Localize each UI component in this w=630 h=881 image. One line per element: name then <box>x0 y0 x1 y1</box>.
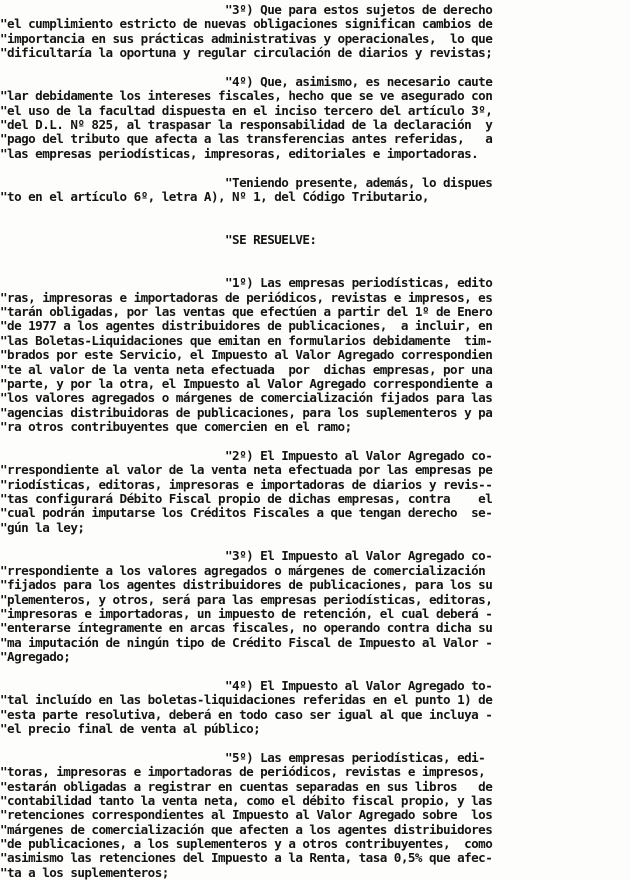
text-line: "del D.L. Nº 825, al traspasar la responsabilidad de la declaración y <box>0 117 493 132</box>
text-line: "las Boletas-Liquidaciones que emitan en formularios debidamente tim- <box>0 332 493 348</box>
text-line: "lar debidamente los intereses fiscales, hecho que se ve asegurado con <box>0 88 493 104</box>
text-line: "to en el artículo 6º, letra A), Nº 1, del Código Tributario, <box>0 188 429 204</box>
text-line: "5º) Las empresas periodísticas, edi- <box>0 749 486 765</box>
text-line: "enterarse íntegramente en arcas fiscales, no operando contra dicha su <box>0 620 493 636</box>
text-line: "el uso de la facultad dispuesta en el inciso tercero del artículo 3º, <box>0 102 493 118</box>
text-line: "3º) El Impuesto al Valor Agregado co- <box>0 548 493 564</box>
text-line: "el cumplimiento estricto de nuevas obligaciones significan cambios de <box>0 16 493 32</box>
text-line: "tal incluído en las boletas-liquidaciones referidas en el punto 1) de <box>0 692 493 708</box>
text-line: "tas configurará Débito Fiscal propio de dichas empresas, contra el <box>0 490 493 506</box>
text-line: "el precio final de venta al público; <box>0 721 261 736</box>
text-line: "Teniendo presente, además, lo dispues <box>0 174 493 190</box>
text-line: "estarán obligadas a registrar en cuentas separadas en sus libros de <box>0 778 493 794</box>
text-line: "esta parte resolutiva, deberá en todo caso ser igual al que incluya - <box>0 706 493 722</box>
text-line: "te al valor de la venta neta efectuada por dichas empresas, por una <box>0 361 493 377</box>
text-line: "márgenes de comercialización que afecten a los agentes distribuidores <box>0 821 493 837</box>
text-line: "toras, impresoras e importadoras de periódicos, revistas e impresos, <box>0 764 486 780</box>
text-line: "4º) Que, asimismo, es necesario caute <box>0 73 493 89</box>
text-line: "contabilidad tanto la venta neta, como el débito fiscal propio, y las <box>0 792 493 808</box>
text-line: "retenciones correspondientes al Impuesto al Valor Agregado sobre los <box>0 807 493 823</box>
text-line: "Agregado; <box>0 649 71 665</box>
text-line: "2º) El Impuesto al Valor Agregado co- <box>0 447 493 463</box>
text-line: "gún la ley; <box>0 519 85 535</box>
text-line: "rrespondiente a los valores agregados o márgenes de comercialización <box>0 562 486 578</box>
text-line: "agencias distribuidoras de publicaciones, para los suplementeros y pa <box>0 404 493 420</box>
text-line: "ma imputación de ningún tipo de Crédito Fiscal de Impuesto al Valor - <box>0 634 493 650</box>
text-line: "cual podrán imputarse los Créditos Fiscales a que tengan derecho se- <box>0 505 493 521</box>
text-line: "los valores agregados o márgenes de comercialización fijados para las <box>0 390 493 406</box>
text-line: "4º) El Impuesto al Valor Agregado to- <box>0 677 493 693</box>
text-line: "importancia en sus prácticas administrativas y operacionales, lo que <box>0 30 493 46</box>
text-line: "fijados para los agentes distribuidores de publicaciones, para los su <box>0 577 493 593</box>
text-line: "tarán obligadas, por las ventas que efectúen a partir del 1º de Enero <box>0 304 493 319</box>
text-line: "parte, y por la otra, el Impuesto al Valor Agregado correspondiente a <box>0 375 493 391</box>
text-line: "1º) Las empresas periodísticas, edito <box>0 275 493 291</box>
text-line: "rrespondiente al valor de la venta neta efectuada por las empresas pe <box>0 462 493 478</box>
text-line: "riodísticas, editoras, impresoras e importadoras de diarios y revis-- <box>0 476 493 492</box>
text-line: "las empresas periodísticas, impresoras, editoriales e importadoras. <box>0 145 479 161</box>
text-line: "plementeros, y otros, será para las empresas periodísticas, editoras, <box>0 591 493 607</box>
text-line: "brados por este Servicio, el Impuesto al Valor Agregado correspondien <box>0 347 493 363</box>
text-line: "asimismo las retenciones del Impuesto a la Renta, tasa 0,5% que afec- <box>0 850 493 866</box>
text-line: "de 1977 a los agentes distribuidores de publicaciones, a incluir, en <box>0 318 493 334</box>
text-line: "pago del tributo que afecta a las transferencias antes referidas, a <box>0 131 493 147</box>
text-line: "impresoras e importadoras, un impuesto de retención, el cual deberá - <box>0 606 493 621</box>
text-line: "ras, impresoras e importadoras de periódicos, revistas e impresos, es <box>0 289 493 305</box>
text-line: "SE RESUELVE: <box>0 232 317 248</box>
text-line: "ra otros contribuyentes que comercien en el ramo; <box>0 419 352 434</box>
text-line: "ta a los suplementeros; <box>0 864 169 880</box>
text-line: "de publicaciones, a los suplementeros y a otros contribuyentes, como <box>0 836 493 851</box>
text-line: "dificultaría la oportuna y regular circulación de diarios y revistas; <box>0 45 493 61</box>
text-line: "3º) Que para estos sujetos de derecho <box>0 2 493 17</box>
